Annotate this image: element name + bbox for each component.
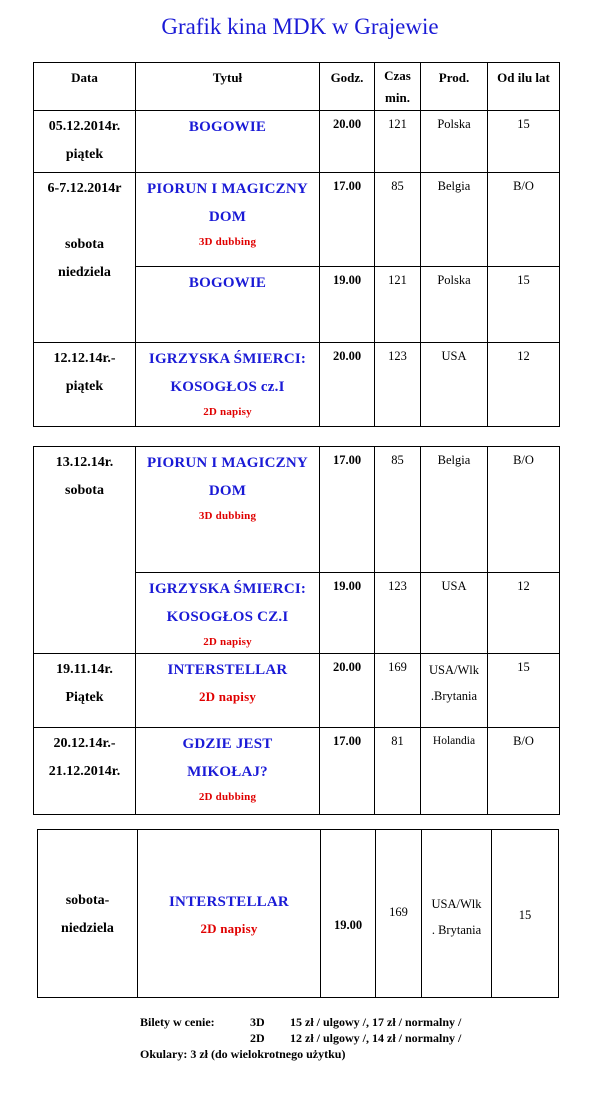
format-label: 2D napisy — [203, 406, 252, 418]
header-duration: Czas min. — [375, 63, 421, 111]
duration-cell: 81 — [375, 728, 421, 815]
header-hour: Godz. — [320, 63, 375, 111]
duration-cell: 121 — [375, 111, 421, 173]
film-title: INTERSTELLAR 2D napisy — [138, 830, 321, 998]
prod-cell: USA — [421, 343, 488, 427]
prod-cell: Polska — [421, 111, 488, 173]
date-cell: 12.12.14r.- piątek — [34, 343, 136, 427]
duration-cell: 121 — [375, 267, 421, 343]
page-title: Grafik kina MDK w Grajewie — [161, 14, 439, 39]
age-cell: 15 — [492, 830, 559, 998]
table-row — [34, 447, 560, 573]
hour-cell: 17.00 — [320, 173, 375, 267]
date-cell: 19.11.14r. Piątek — [34, 654, 136, 728]
prod-cell: Polska — [421, 267, 488, 343]
hour-cell: 17.00 — [320, 728, 375, 815]
format-label: 3D dubbing — [198, 236, 257, 248]
date-cell: 6-7.12.2014r sobota niedziela — [34, 173, 136, 343]
hour-cell: 19.00 — [320, 573, 375, 654]
hour-cell: 20.00 — [320, 654, 375, 728]
age-cell: B/O — [488, 728, 560, 815]
format-label: 2D napisy — [203, 636, 252, 648]
header-prod: Prod. — [421, 63, 488, 111]
prod-cell: Belgia — [421, 447, 488, 573]
prices-label: Bilety w cenie: — [140, 1015, 215, 1029]
prod-cell: USA/Wlk .Brytania — [421, 654, 488, 728]
film-title: BOGOWIE — [136, 267, 320, 343]
prod-cell: USA — [421, 573, 488, 654]
age-cell: 12 — [488, 573, 560, 654]
film-title: BOGOWIE — [136, 111, 320, 173]
schedule-table-2 — [33, 446, 560, 815]
film-title: GDZIE JEST MIKOŁAJ? 2D dubbing — [136, 728, 320, 815]
hour-cell: 20.00 — [320, 111, 375, 173]
header-title: Tytuł — [136, 63, 320, 111]
date-cell: 20.12.14r.- 21.12.2014r. — [34, 728, 136, 815]
header-date: Data — [34, 63, 136, 111]
age-cell: 12 — [488, 343, 560, 427]
film-title: IGRZYSKA ŚMIERCI: KOSOGŁOS CZ.I 2D napisy — [136, 573, 320, 654]
format-label: 2D dubbing — [198, 791, 257, 803]
table-row — [34, 654, 560, 728]
duration-cell: 169 — [375, 654, 421, 728]
film-title: PIORUN I MAGICZNY DOM 3D dubbing — [136, 173, 320, 267]
date-cell: 05.12.2014r. piątek — [34, 111, 136, 173]
duration-cell: 85 — [375, 173, 421, 267]
prod-cell: Holandia — [421, 728, 488, 815]
hour-cell: 17.00 — [320, 447, 375, 573]
format-label: 2D napisy — [198, 689, 257, 704]
table-row — [34, 173, 560, 267]
price-row-2d: 2D 12 zł / ulgowy /, 14 zł / normalny / — [250, 1031, 462, 1045]
age-cell: B/O — [488, 447, 560, 573]
age-cell: 15 — [488, 267, 560, 343]
header-row — [34, 63, 560, 111]
date-cell: sobota- niedziela — [38, 830, 138, 998]
prod-cell: USA/Wlk . Brytania — [422, 830, 492, 998]
header-age: Od ilu lat — [488, 63, 560, 111]
hour-cell: 19.00 — [320, 267, 375, 343]
hour-cell: 19.00 — [321, 830, 376, 998]
table-row — [38, 830, 559, 998]
film-title: INTERSTELLAR 2D napisy — [136, 654, 320, 728]
hour-cell: 20.00 — [320, 343, 375, 427]
schedule-table-1 — [33, 62, 560, 427]
film-title: PIORUN I MAGICZNY DOM 3D dubbing — [136, 447, 320, 573]
price-row-3d: Bilety w cenie: 3D 15 zł / ulgowy /, 17 zł / normalny / — [140, 1015, 462, 1029]
duration-cell: 123 — [375, 343, 421, 427]
duration-cell: 85 — [375, 447, 421, 573]
schedule-table-3 — [37, 829, 559, 998]
prod-cell: Belgia — [421, 173, 488, 267]
duration-cell: 169 — [376, 830, 422, 998]
format-label: 2D napisy — [200, 920, 258, 936]
ticket-prices — [140, 1014, 461, 1062]
glasses-price: Okulary: 3 zł (do wielokrotnego użytku) — [140, 1047, 346, 1061]
format-label: 3D dubbing — [198, 510, 257, 522]
duration-cell: 123 — [375, 573, 421, 654]
age-cell: 15 — [488, 111, 560, 173]
table-row — [34, 111, 560, 173]
age-cell: 15 — [488, 654, 560, 728]
table-row — [34, 728, 560, 815]
age-cell: B/O — [488, 173, 560, 267]
date-cell: 13.12.14r. sobota — [34, 447, 136, 654]
film-title: IGRZYSKA ŚMIERCI: KOSOGŁOS cz.I 2D napisy — [136, 343, 320, 427]
table-row — [34, 343, 560, 427]
